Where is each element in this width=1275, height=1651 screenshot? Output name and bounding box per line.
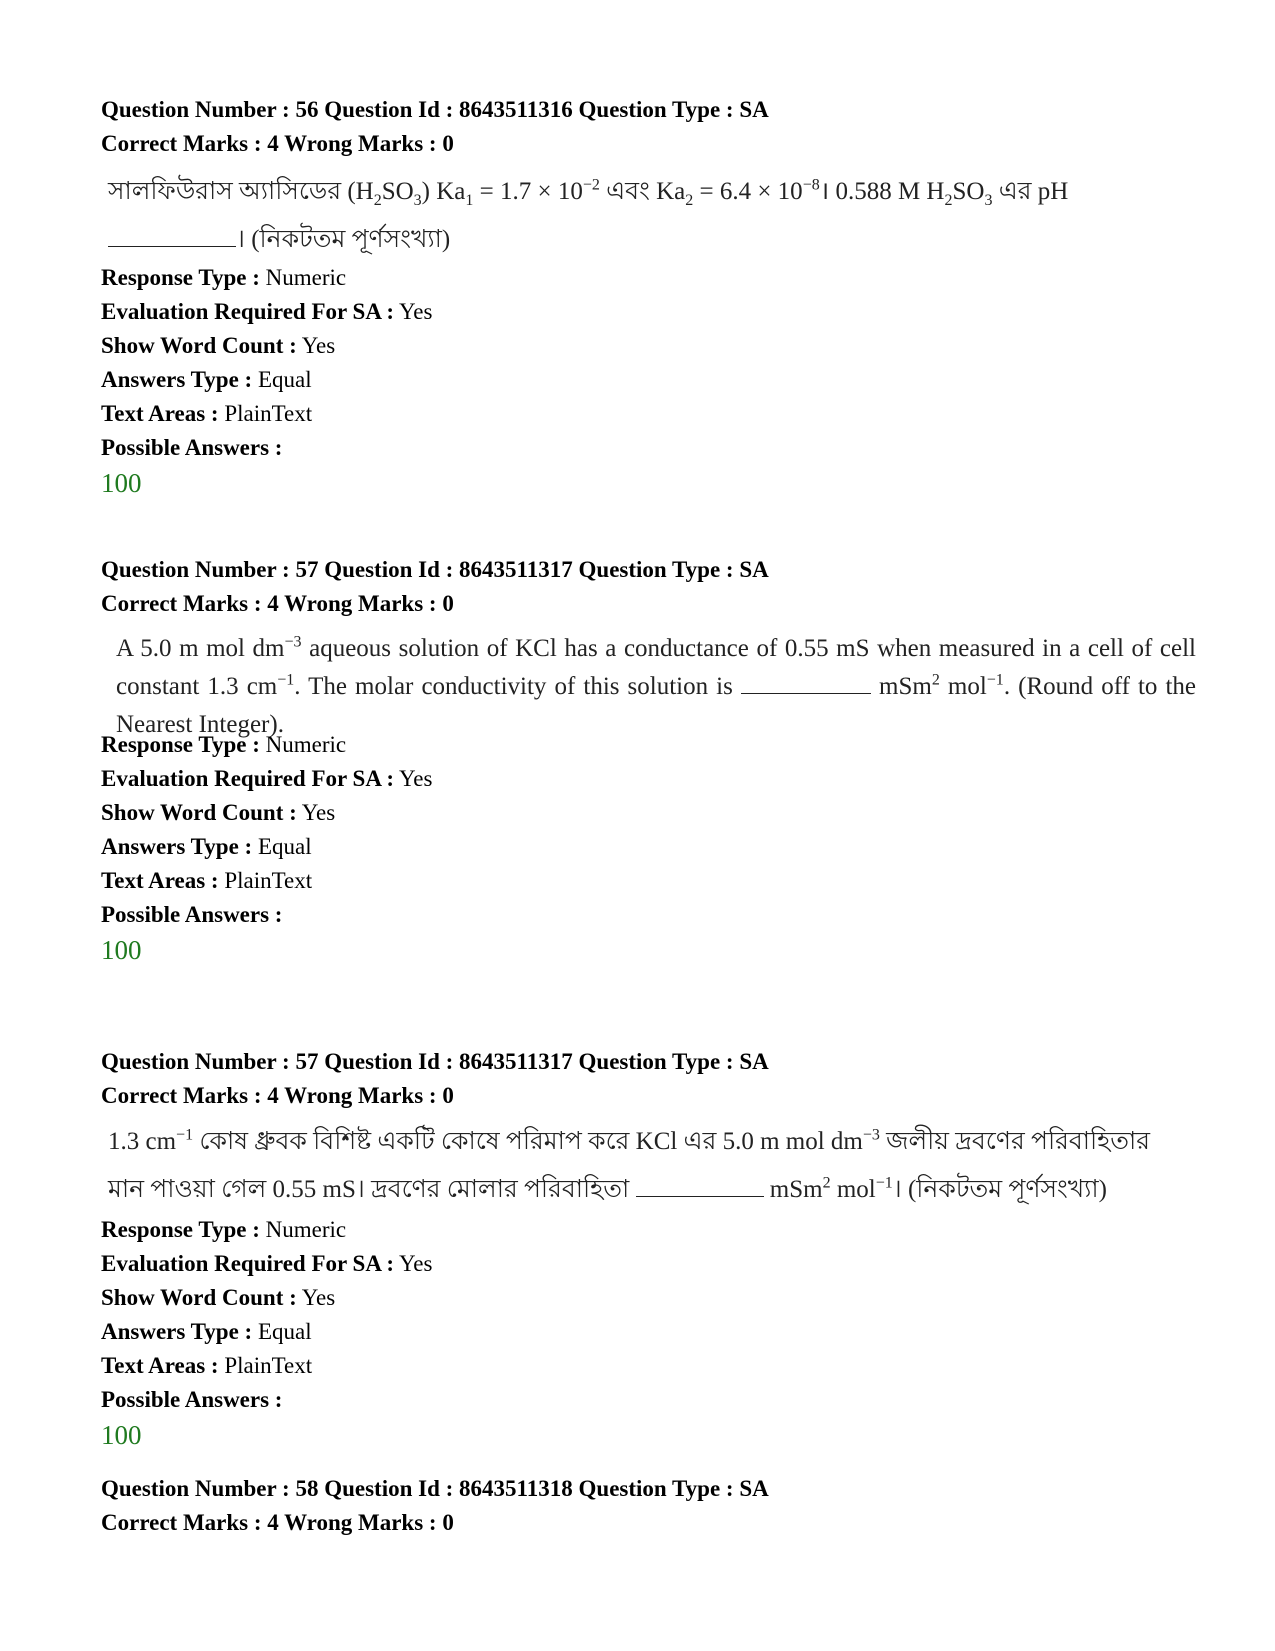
q-text-part: aqueous solution of KCl has a conductance of 0.55 mS when measured in a cell of cell constant 1.3 cm xyxy=(116,635,1196,700)
question-header: Question Number : 57 Question Id : 8643511317 Question Type : SA xyxy=(101,557,769,582)
question-header: Question Number : 56 Question Id : 8643511316 Question Type : SA xyxy=(101,97,769,122)
q-text-part: মান পাওয়া গেল 0.55 mS। দ্রবণের মোলার পরিবাহিতা xyxy=(108,1176,636,1203)
evaluation-value: Yes xyxy=(399,1251,433,1276)
response-type-label: Response Type : xyxy=(101,1217,260,1242)
text-areas-label: Text Areas : xyxy=(101,1353,219,1378)
q-text-sup: −1 xyxy=(875,1174,893,1192)
q-text-sup: −1 xyxy=(176,1126,194,1144)
possible-answer-value: 100 xyxy=(101,935,142,965)
q-text-sub: 1 xyxy=(465,192,474,209)
answers-type-label: Answers Type : xyxy=(101,1319,253,1344)
question-57-en xyxy=(101,553,1191,621)
q-text-sup: −3 xyxy=(284,633,302,651)
question-text-bengali xyxy=(108,168,1198,264)
question-text-english xyxy=(116,630,1196,744)
q-text-part: mSm xyxy=(763,1176,823,1203)
response-type-label: Response Type : xyxy=(101,265,260,290)
q-text-part: । (নিকটতম পূর্ণসংখ্যা) xyxy=(236,226,451,253)
word-count-label: Show Word Count : xyxy=(101,800,297,825)
response-type-value: Numeric xyxy=(265,732,347,757)
q-text-part: . (Round off to the Nearest Integer). xyxy=(116,673,1197,738)
q-text-part: = 1.7 × 10 xyxy=(473,178,583,205)
q-text-part: = 6.4 × 10 xyxy=(693,178,803,205)
q-text-part: এর pH xyxy=(992,178,1069,205)
answer-blank xyxy=(741,673,871,694)
response-type-label: Response Type : xyxy=(101,732,260,757)
possible-answers-label: Possible Answers : xyxy=(101,435,283,460)
possible-answers-label: Possible Answers : xyxy=(101,1387,283,1412)
q-text-part: জলীয় দ্রবণের পরিবাহিতার xyxy=(879,1128,1151,1155)
marks-line: Correct Marks : 4 Wrong Marks : 0 xyxy=(101,591,454,616)
response-type-value: Numeric xyxy=(265,1217,347,1242)
answers-type-value: Equal xyxy=(257,1319,312,1344)
q-text-sub: 2 xyxy=(685,192,694,209)
q-text-sup: −3 xyxy=(862,1126,880,1144)
question-56 xyxy=(101,93,1191,161)
possible-answers-label: Possible Answers : xyxy=(101,902,283,927)
q-text-part: SO xyxy=(952,178,985,205)
question-57-bn xyxy=(101,1045,1191,1113)
answer-blank xyxy=(108,226,236,247)
question-57-bn-meta xyxy=(101,1213,1191,1453)
q-text-part: SO xyxy=(381,178,414,205)
q-text-part: 1.3 cm xyxy=(108,1128,177,1155)
q-text-sup: −8 xyxy=(802,176,820,194)
marks-line: Correct Marks : 4 Wrong Marks : 0 xyxy=(101,1510,454,1535)
question-header: Question Number : 58 Question Id : 8643511318 Question Type : SA xyxy=(101,1476,769,1501)
q-text-sup: −1 xyxy=(277,671,295,689)
q-text-sub: 3 xyxy=(413,192,422,209)
text-areas-value: PlainText xyxy=(224,1353,313,1378)
q-text-sup: −1 xyxy=(986,671,1004,689)
evaluation-value: Yes xyxy=(399,299,433,324)
q-text-part: mol xyxy=(939,673,987,700)
q-text-sup: 2 xyxy=(931,671,940,689)
q-text-part: ) Ka xyxy=(421,178,466,205)
word-count-label: Show Word Count : xyxy=(101,333,297,358)
text-areas-label: Text Areas : xyxy=(101,401,219,426)
q-text-sub: 2 xyxy=(944,192,953,209)
possible-answer-value: 100 xyxy=(101,468,142,498)
word-count-value: Yes xyxy=(301,1285,336,1310)
q-text-sub: 3 xyxy=(984,192,993,209)
q-text-sup: −2 xyxy=(582,176,600,194)
q-text-part: । 0.588 M H xyxy=(819,178,945,205)
q-text-part: A 5.0 m mol dm xyxy=(116,635,285,662)
marks-line: Correct Marks : 4 Wrong Marks : 0 xyxy=(101,1083,454,1108)
text-areas-value: PlainText xyxy=(224,401,313,426)
evaluation-label: Evaluation Required For SA : xyxy=(101,1251,395,1276)
answers-type-label: Answers Type : xyxy=(101,367,253,392)
question-text-bengali xyxy=(108,1118,1198,1214)
word-count-label: Show Word Count : xyxy=(101,1285,297,1310)
word-count-value: Yes xyxy=(301,800,336,825)
q-text-part: সালফিউরাস অ্যাসিডের (H xyxy=(108,178,374,205)
q-text-part: . The molar conductivity of this solution is xyxy=(294,673,741,700)
evaluation-label: Evaluation Required For SA : xyxy=(101,299,395,324)
possible-answer-value: 100 xyxy=(101,1420,142,1450)
q-text-part: কোষ ধ্রুবক বিশিষ্ট একটি কোষে পরিমাপ করে KCl এর 5.0 m mol dm xyxy=(193,1128,863,1155)
evaluation-value: Yes xyxy=(399,766,433,791)
word-count-value: Yes xyxy=(301,333,336,358)
q-text-sup: 2 xyxy=(822,1174,831,1192)
marks-line: Correct Marks : 4 Wrong Marks : 0 xyxy=(101,131,454,156)
q-text-part: mSm xyxy=(870,673,932,700)
q-text-part: এবং Ka xyxy=(599,178,686,205)
evaluation-label: Evaluation Required For SA : xyxy=(101,766,395,791)
q-text-part: mol xyxy=(830,1176,876,1203)
text-areas-label: Text Areas : xyxy=(101,868,219,893)
question-56-meta xyxy=(101,261,1191,501)
q-text-sub: 2 xyxy=(373,192,382,209)
question-header: Question Number : 57 Question Id : 8643511317 Question Type : SA xyxy=(101,1049,769,1074)
response-type-value: Numeric xyxy=(265,265,347,290)
text-areas-value: PlainText xyxy=(224,868,313,893)
answers-type-value: Equal xyxy=(257,367,312,392)
question-57-en-meta xyxy=(101,728,1191,968)
answers-type-value: Equal xyxy=(257,834,312,859)
question-58 xyxy=(101,1472,1191,1540)
answers-type-label: Answers Type : xyxy=(101,834,253,859)
answer-blank xyxy=(636,1176,764,1197)
q-text-part: । (নিকটতম পূর্ণসংখ্যা) xyxy=(892,1176,1107,1203)
